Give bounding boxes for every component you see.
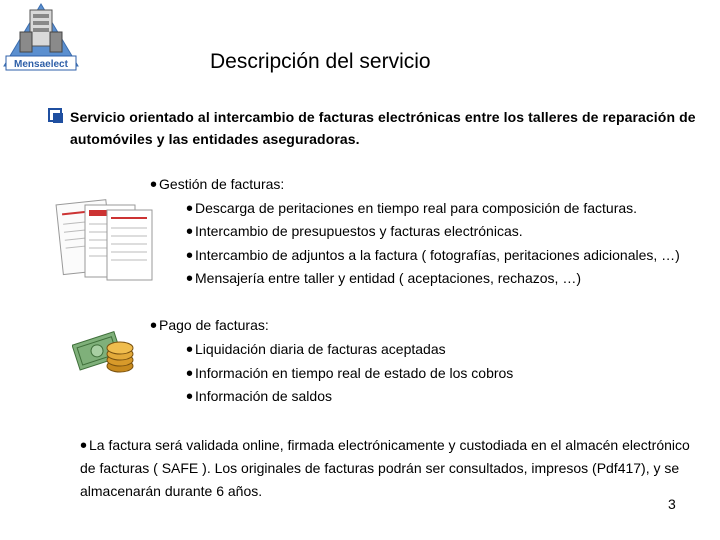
money-image <box>72 326 138 378</box>
money-coins-icon <box>72 326 138 378</box>
bullet-icon: • <box>186 221 194 243</box>
bullet-icon: • <box>186 245 194 267</box>
invoices-image <box>55 190 155 290</box>
list-item: • Información de saldos <box>186 386 332 408</box>
bullet-icon: • <box>186 198 194 220</box>
mensaelect-logo-icon <box>2 2 80 74</box>
list-item: • Liquidación diaria de facturas aceptadas <box>186 339 446 361</box>
list-item: • Mensajería entre taller y entidad ( aceptaciones, rechazos, …) <box>186 268 581 290</box>
logo-text: Mensaelect <box>14 59 68 70</box>
mensaelect-logo <box>2 2 80 74</box>
invoices-documents-icon <box>55 190 155 290</box>
bullet-icon: • <box>150 174 158 196</box>
bullet-icon: • <box>150 315 158 337</box>
section-heading: • Gestión de facturas: <box>150 174 285 196</box>
footer-note: • La factura será validada online, firmada electrónicamente y custodiada en el almacén electrónico de facturas ( SAFE ). Los originales de facturas podrán ser consultados, impresos (Pdf417), y se almacenarán durante 6 años. <box>80 435 690 499</box>
bullet-icon: • <box>186 363 194 385</box>
list-item: • Intercambio de presupuestos y facturas electrónicas. <box>186 221 523 243</box>
bullet-icon: • <box>186 339 194 361</box>
checkbox-bullet-icon <box>48 108 64 124</box>
list-item: • Descarga de peritaciones en tiempo real para composición de facturas. <box>186 198 638 220</box>
main-bullet-text: Servicio orientado al intercambio de facturas electrónicas entre los talleres de reparación de automóviles y las entidades aseguradoras. <box>70 109 696 147</box>
section-heading: • Pago de facturas: <box>150 315 269 337</box>
bullet-icon: • <box>186 386 194 408</box>
list-item: • Intercambio de adjuntos a la factura ( fotografías, peritaciones adicionales, …) <box>186 245 680 267</box>
page-title: Descripción del servicio <box>210 50 431 73</box>
page-number: 3 <box>668 496 676 512</box>
bullet-icon: • <box>80 435 88 457</box>
bullet-icon: • <box>186 268 194 290</box>
list-item: • Información en tiempo real de estado de los cobros <box>186 363 514 385</box>
